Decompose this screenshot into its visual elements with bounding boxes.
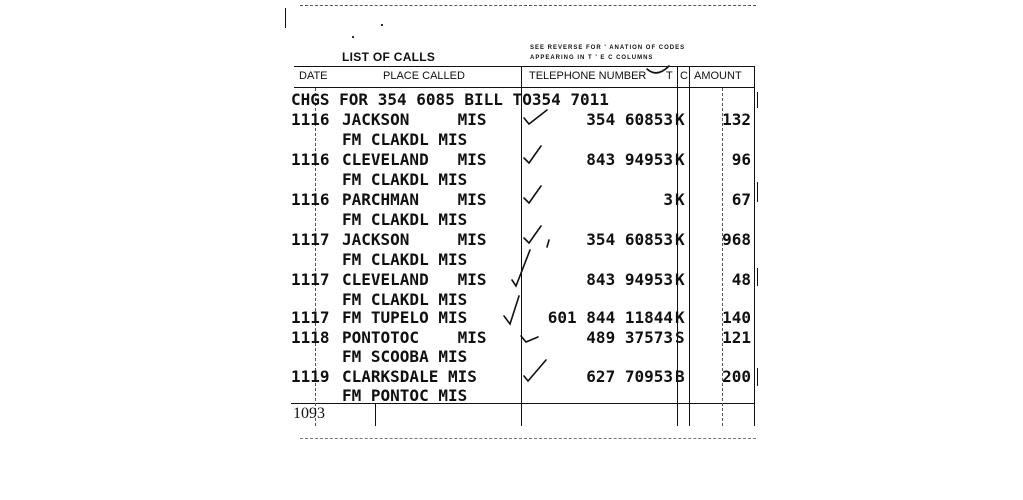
place-called: PONTOTOC MIS	[342, 328, 487, 347]
call-origin: FM SCOOBA MIS	[342, 347, 468, 366]
call-date: 1116	[291, 190, 330, 209]
amount: 132	[722, 110, 751, 129]
checkmark	[504, 296, 519, 324]
list-title: LIST OF CALLS	[342, 50, 436, 64]
checkmark	[512, 250, 530, 286]
amount: 968	[722, 230, 751, 249]
checkmark	[524, 360, 546, 381]
telephone-number: 843 94953	[586, 270, 673, 289]
place-called: CLARKSDALE MIS	[342, 367, 477, 386]
page-number: 1093	[293, 405, 325, 422]
telephone-number: 3	[663, 190, 673, 209]
codes-note-line-2: APPEARING IN T ' E C COLUMNS	[530, 55, 654, 61]
amount: 200	[722, 367, 751, 386]
column-header-date: DATE	[299, 70, 328, 82]
place-called: JACKSON MIS	[342, 230, 487, 249]
summary-text: CHGS FOR 354 6085 BILL TO354 7011	[291, 90, 609, 109]
column-header-t: T	[666, 70, 673, 82]
telephone-number: 354 60853	[586, 110, 673, 129]
checkmark	[524, 110, 547, 124]
checkmark	[524, 226, 541, 243]
type-code: K	[675, 230, 685, 249]
call-origin: FM CLAKDL MIS	[342, 130, 468, 149]
checkmark	[524, 186, 541, 203]
call-date: 1117	[291, 308, 330, 327]
checkmark	[521, 336, 538, 342]
call-date: 1116	[291, 110, 330, 129]
call-date: 1117	[291, 230, 330, 249]
place-called: CLEVELAND MIS	[342, 270, 487, 289]
call-date: 1117	[291, 270, 330, 289]
type-code: K	[675, 308, 685, 327]
amount: 67	[731, 190, 751, 209]
place-called: CLEVELAND MIS	[342, 150, 487, 169]
call-date: 1118	[291, 328, 330, 347]
column-header-amount: AMOUNT	[694, 70, 742, 82]
call-date: 1119	[291, 367, 330, 386]
codes-note-line-1: SEE REVERSE FOR ' ANATION OF CODES	[530, 45, 686, 51]
amount: 96	[731, 150, 751, 169]
type-code: K	[675, 110, 685, 129]
column-header-telephone: TELEPHONE NUMBER	[529, 70, 647, 82]
call-origin: FM PONTOC MIS	[342, 386, 468, 405]
telephone-number: 843 94953	[586, 150, 673, 169]
telephone-number: 627 70953	[586, 367, 673, 386]
type-code: K	[675, 270, 685, 289]
telephone-number: 601 844 11844	[547, 308, 673, 327]
call-origin: FM CLAKDL MIS	[342, 290, 468, 309]
amount: 121	[722, 328, 751, 347]
telephone-number: 354 60853	[586, 230, 673, 249]
place-called: FM TUPELO MIS	[342, 308, 468, 327]
amount: 140	[722, 308, 751, 327]
column-header-c: C	[680, 70, 688, 82]
call-date: 1116	[291, 150, 330, 169]
checkmark	[524, 146, 541, 163]
scan-mark	[300, 438, 756, 439]
pen-mark	[547, 240, 549, 247]
type-code: K	[675, 150, 685, 169]
type-code: S	[675, 328, 685, 347]
type-code: B	[675, 367, 685, 386]
place-called: PARCHMAN MIS	[342, 190, 487, 209]
telephone-number: 489 37573	[586, 328, 673, 347]
call-origin: FM CLAKDL MIS	[342, 250, 468, 269]
place-called: JACKSON MIS	[342, 110, 487, 129]
call-origin: FM CLAKDL MIS	[342, 170, 468, 189]
amount: 48	[731, 270, 751, 289]
pen-mark	[647, 66, 669, 73]
call-origin: FM CLAKDL MIS	[342, 210, 468, 229]
type-code: K	[675, 190, 685, 209]
column-header-place: PLACE CALLED	[383, 70, 465, 82]
